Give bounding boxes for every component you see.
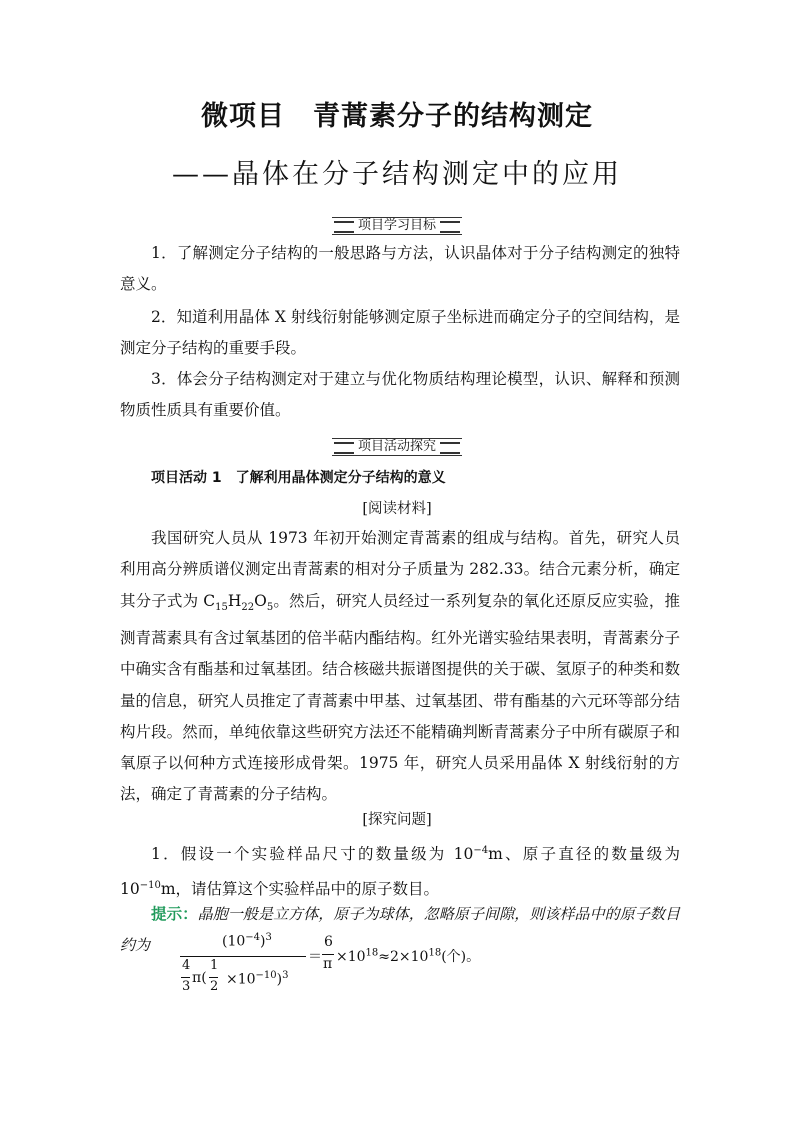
activity-title: 项目活动 1 了解利用晶体测定分子结构的意义 xyxy=(151,470,446,486)
hint-text: 晶胞一般是立方体，原子为球体，忽略原子间隙，则该样品中的原子数目约为 xyxy=(120,905,680,955)
result-exp: 18 xyxy=(365,947,379,959)
result-times: ×10 xyxy=(336,949,366,965)
result-unit: (个)。 xyxy=(441,949,481,965)
section-header-goals xyxy=(0,214,794,232)
denom-exp: −10 xyxy=(255,970,277,981)
question-text-2: m、原子直径的数量级为 10 xyxy=(120,845,680,899)
formula-result xyxy=(336,946,480,966)
formula-sub-o: 5 xyxy=(266,601,274,613)
result-exp-2: 18 xyxy=(428,947,442,959)
page-title: 微项目 青蒿素分子的结构测定 xyxy=(201,101,593,132)
formula-six-pi-bar xyxy=(322,954,334,955)
denom-pi: π( xyxy=(192,970,207,986)
denom-four: 4 xyxy=(182,958,191,973)
reading-material xyxy=(120,523,680,811)
result-approx: ≈2×10 xyxy=(378,949,429,965)
denom-close: ) xyxy=(276,971,283,988)
section-header-activity xyxy=(0,435,794,453)
question-exp-1: −4 xyxy=(473,845,489,856)
goal-item-1: 1．了解测定分子结构的一般思路与方法，认识晶体对于分子结构测定的独特意义。 xyxy=(120,244,680,294)
num-exp: −4 xyxy=(245,932,261,943)
formula-equals: ＝ xyxy=(308,949,322,965)
question-exp-2: −10 xyxy=(139,880,161,892)
reading-text-1: 我国研究人员从 1973 年初开始测定青蒿素的组成与结构。首先，研究人员利用高分辨质谱仪测定出青蒿素的相对分子质量为 282.33。结合元素分析，确定其分子式为 C xyxy=(120,529,680,610)
question-1 xyxy=(120,835,680,906)
formula-sub-h: 22 xyxy=(241,601,255,613)
formula-numerator xyxy=(222,932,272,950)
denom-cube: 3 xyxy=(282,970,289,981)
question-label: [探究问题] xyxy=(362,812,432,828)
denom-half-bar xyxy=(209,977,218,978)
denom-half-num: 1 xyxy=(210,958,219,973)
num-close: ) xyxy=(260,933,266,950)
reading-text-2: 。然后，研究人员经过一系列复杂的氧化还原反应实验，推测青蒿素具有含过氧基团的倍半萜内酯结构。红外光谱实验结果表明，青蒿素分子中确实含有酯基和过氧基团。结合核磁共振谱图提供的关于碳、氢原子的种类和数量的信息，研究人员推定了青蒿素中甲基、过氧基团、带有酯基的六元环等部分结构片段。然而，单纯依靠这些研究方法还不能精确判断青蒿素分子中所有碳原子和氧原子以何种方式连接形成骨架。1975 年，研究人员采用晶体 X 射线衍射的方法，确定了青蒿素的分子结构。 xyxy=(120,591,680,804)
goal-item-2: 2．知道利用晶体 X 射线衍射能够测定原子坐标进而确定分子的空间结构，是测定分子结构的重要手段。 xyxy=(120,308,680,358)
denom-four-three-bar xyxy=(181,977,190,978)
formula-fraction-bar xyxy=(180,956,306,957)
num-cube: 3 xyxy=(265,932,272,943)
reading-text-o: O xyxy=(254,591,267,610)
hint-label: 提示： xyxy=(151,905,198,923)
page-subtitle: ——晶体在分子结构测定中的应用 xyxy=(172,159,622,190)
formula-six: 6 xyxy=(324,934,333,950)
question-text-1: 1．假设一个实验样品尺寸的数量级为 10 xyxy=(151,845,474,864)
denom-base: ×10 xyxy=(226,971,256,988)
goal-item-3: 3．体会分子结构测定对于建立与优化物质结构理论模型，认识、解释和预测物质性质具有重要价值。 xyxy=(120,370,680,420)
denom-three: 3 xyxy=(182,979,191,994)
formula-pi: π xyxy=(323,956,333,972)
hint-formula xyxy=(120,932,680,1002)
denom-rest xyxy=(226,970,289,988)
section-label-activity: 项目活动探究 xyxy=(332,438,462,456)
section-label-goals: 项目学习目标 xyxy=(332,217,462,235)
reading-label: [阅读材料] xyxy=(362,501,432,517)
reading-text-h: H xyxy=(227,591,242,610)
num-base: (10 xyxy=(222,933,246,950)
formula-sub-c: 15 xyxy=(215,601,228,613)
question-text-3: m，请估算这个实验样品中的原子数目。 xyxy=(160,880,440,899)
denom-half-den: 2 xyxy=(210,979,219,994)
